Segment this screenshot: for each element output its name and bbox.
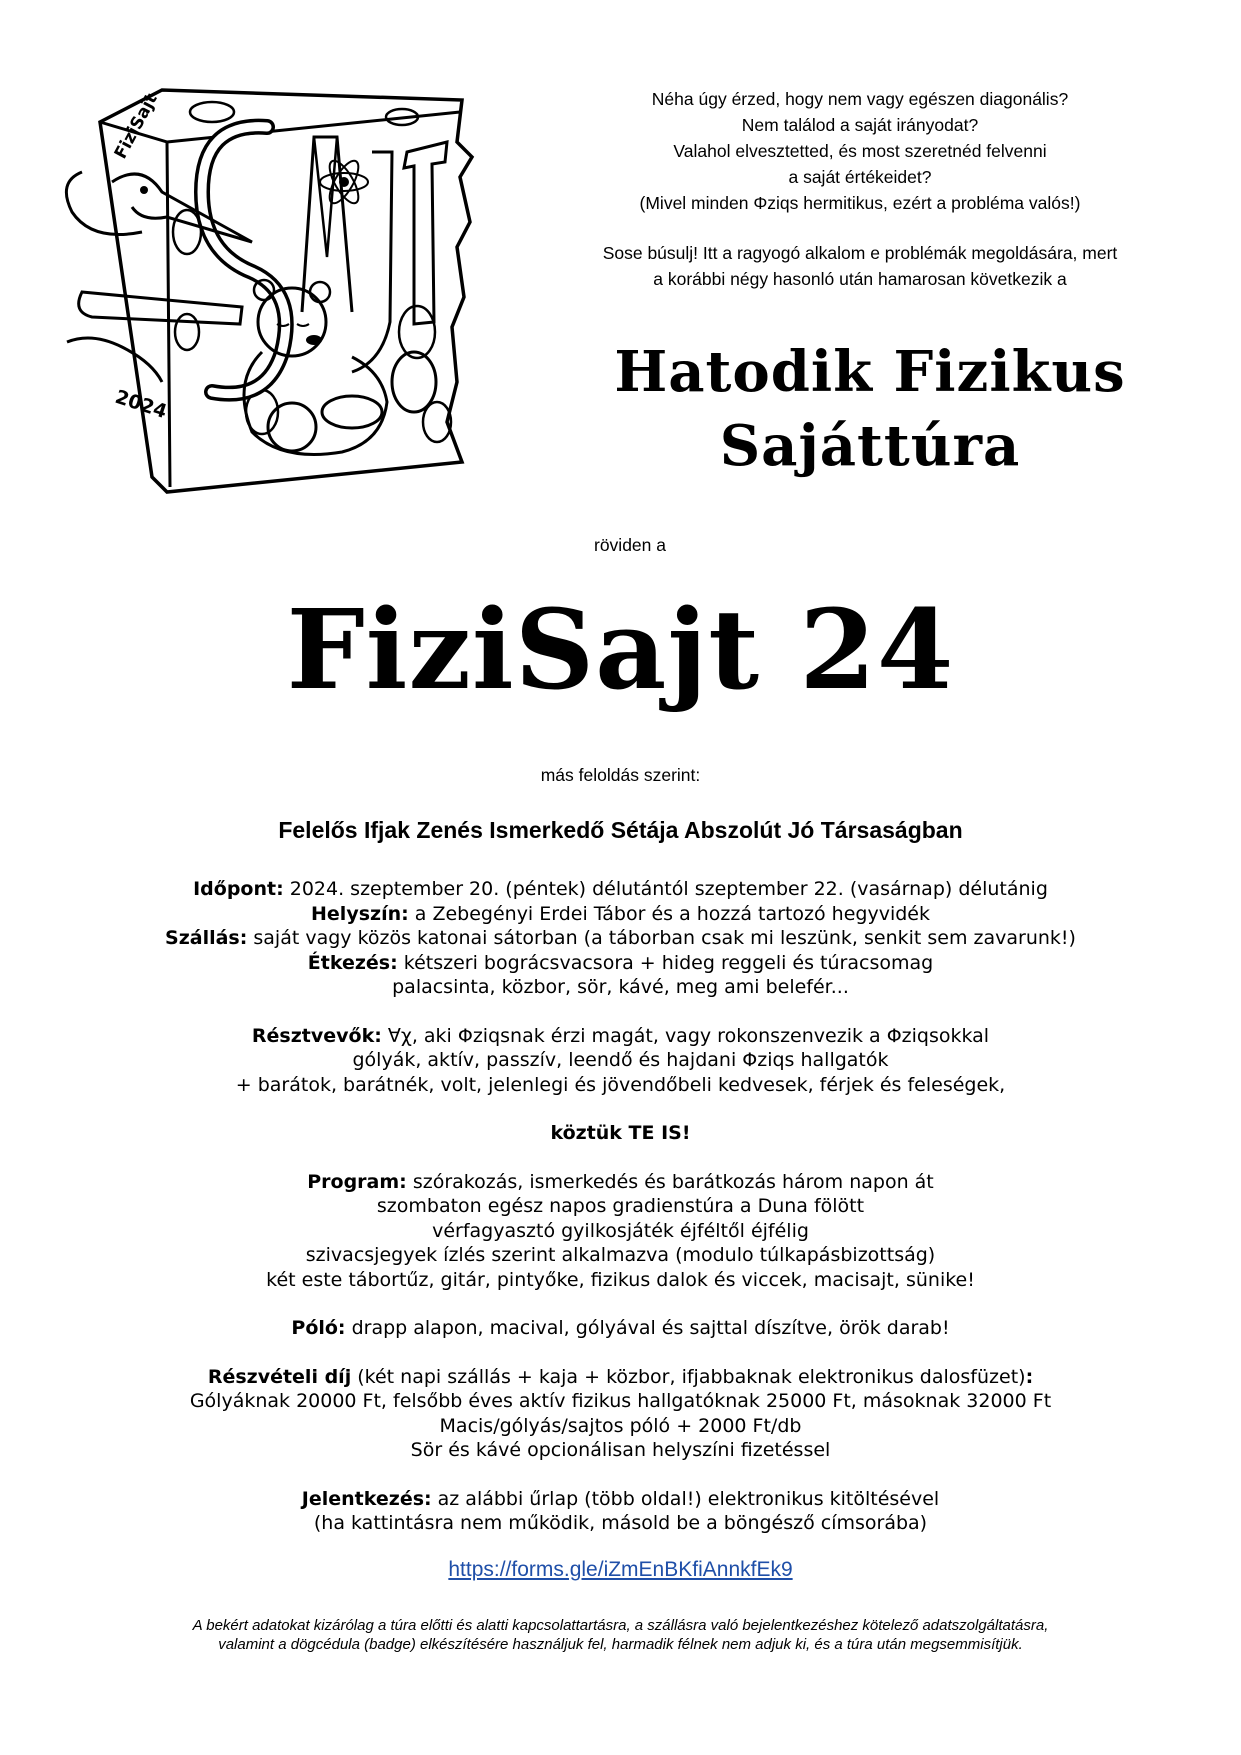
idopont-value: 2024. szeptember 20. (péntek) délutántól szeptember 22. (vasárnap) délutánig xyxy=(283,878,1048,900)
footnote-line: valamint a dögcédula (badge) elkészítésére használjuk fel, harmadik félnek nem adjuk ki, és a túra után megsemmisítjük. xyxy=(218,1636,1023,1653)
program-line: két este tábortűz, gitár, pintyőke, fizikus dalok és viccek, macisajt, sünike! xyxy=(266,1268,975,1291)
jelentkezes-value: az alábbi űrlap (több oldal!) elektronikus kitöltésével xyxy=(431,1487,940,1510)
intro-line: Nem találod a saját irányodat? xyxy=(741,115,979,135)
logo-brand-text: FiziSajt xyxy=(110,90,162,163)
resztvevok-line3: + barátok, barátnék, volt, jelenlegi és jövendőbeli kedvesek, férjek és feleségek, xyxy=(235,1073,1006,1096)
szallas-row xyxy=(0,926,1241,951)
dij-line: Sör és kávé opcionálisan helyszíni fizetéssel xyxy=(410,1439,831,1461)
helyszin-label: Helyszín: xyxy=(311,902,409,925)
koztuk-text: köztük TE IS! xyxy=(550,1122,691,1144)
polo-label: Póló: xyxy=(291,1317,346,1339)
etkezes-line2: palacsinta, közbor, sör, kávé, meg ami belefér... xyxy=(392,976,849,998)
resztvevok-row xyxy=(0,1024,1241,1049)
registration-form-link[interactable]: https://forms.gle/iZmEnBKfiAnnkfEk9 xyxy=(448,1557,793,1581)
jelentkezes-row xyxy=(0,1487,1241,1512)
mas-feloldas-text: más feloldás szerint: xyxy=(540,765,701,785)
intro-line: a korábbi négy hasonló után hamarosan következik a xyxy=(653,269,1067,289)
dij-line: Gólyáknak 20000 Ft, felsőbb éves aktív fizikus hallgatóknak 25000 Ft, másoknak 32000 Ft xyxy=(189,1390,1052,1412)
event-title-line1: Hatodik Fizikus xyxy=(614,339,1126,405)
program-line: szivacsjegyek ízlés szerint alkalmazva (modulo túlkapásbizottság) xyxy=(305,1244,936,1266)
polo-row xyxy=(0,1316,1241,1341)
program-line: szombaton egész napos gradienstúra a Duna fölött xyxy=(376,1195,865,1217)
resztvevok-label: Résztvevők: xyxy=(251,1024,382,1047)
event-title xyxy=(560,335,1180,483)
intro-line: (Mivel minden Φziqs hermitikus, ezért a probléma valós!) xyxy=(639,193,1081,213)
helyszin-row xyxy=(0,902,1241,927)
dij-row xyxy=(0,1365,1241,1390)
etkezes-row xyxy=(0,951,1241,976)
program-label: Program: xyxy=(307,1170,407,1193)
program-row xyxy=(0,1170,1241,1195)
fizisajt-logo-illustration xyxy=(52,82,530,502)
etkezes-label: Étkezés: xyxy=(307,951,398,974)
roviden-text: röviden a xyxy=(594,535,666,555)
event-details xyxy=(0,877,1241,1582)
logo-year-text: 2024 xyxy=(112,385,170,424)
idopont-label: Időpont: xyxy=(193,878,284,900)
privacy-footnote xyxy=(40,1616,1201,1654)
etkezes-value: kétszeri bográcsvacsora + hideg reggeli és túracsomag xyxy=(397,951,934,974)
event-title-line2: Sajáttúra xyxy=(719,413,1021,479)
footnote-line: A bekért adatokat kizárólag a túra előtti és alatti kapcsolattartásra, a szállásra való bejelentkezéshez kötelező adatszolgáltatásra, xyxy=(192,1617,1049,1634)
dij-label: Részvételi díj xyxy=(207,1365,352,1388)
intro-line: a saját értékeidet? xyxy=(788,167,932,187)
jelentkezes-label: Jelentkezés: xyxy=(301,1487,432,1510)
intro-line: Valahol elvesztetted, és most szeretnéd felvenni xyxy=(673,141,1047,161)
acronym-subtitle: Felelős Ifjak Zenés Ismerkedő Sétája Abszolút Jó Társaságban xyxy=(278,817,963,843)
szallas-label: Szállás: xyxy=(165,927,248,949)
resztvevok-value: ∀χ, aki Φziqsnak érzi magát, vagy rokonszenvezik a Φziqsokkal xyxy=(381,1024,990,1047)
program-line: vérfagyasztó gyilkosjáték éjféltől éjfélig xyxy=(432,1219,809,1242)
jelentkezes-line2: (ha kattintásra nem működik, másold be a böngésző címsorába) xyxy=(313,1512,928,1534)
intro-line: Néha úgy érzed, hogy nem vagy egészen diagonális? xyxy=(651,89,1069,109)
big-title: FiziSajt 24 xyxy=(286,585,955,714)
helyszin-value: a Zebegényi Erdei Tábor és a hozzá tartozó hegyvidék xyxy=(408,902,930,925)
szallas-value: saját vagy közös katonai sátorban (a táborban csak mi leszünk, senkit sem zavarunk!) xyxy=(247,927,1076,949)
intro-text xyxy=(540,86,1180,292)
dij-line: Macis/gólyás/sajtos póló + 2000 Ft/db xyxy=(439,1414,802,1437)
program-value: szórakozás, ismerkedés és barátkozás három napon át xyxy=(406,1170,934,1193)
dij-value: (két napi szállás + kaja + közbor, ifjabbaknak elektronikus dalosfüzet) xyxy=(351,1365,1026,1388)
idopont-row xyxy=(0,877,1241,902)
resztvevok-line2: gólyák, aktív, passzív, leendő és hajdani Φziqs hallgatók xyxy=(352,1049,889,1071)
intro-line: Sose búsulj! Itt a ragyogó alkalom e problémák megoldására, mert xyxy=(602,243,1118,263)
dij-colon: : xyxy=(1025,1365,1034,1388)
polo-value: drapp alapon, macival, gólyával és sajttal díszítve, örök darab! xyxy=(345,1317,950,1339)
